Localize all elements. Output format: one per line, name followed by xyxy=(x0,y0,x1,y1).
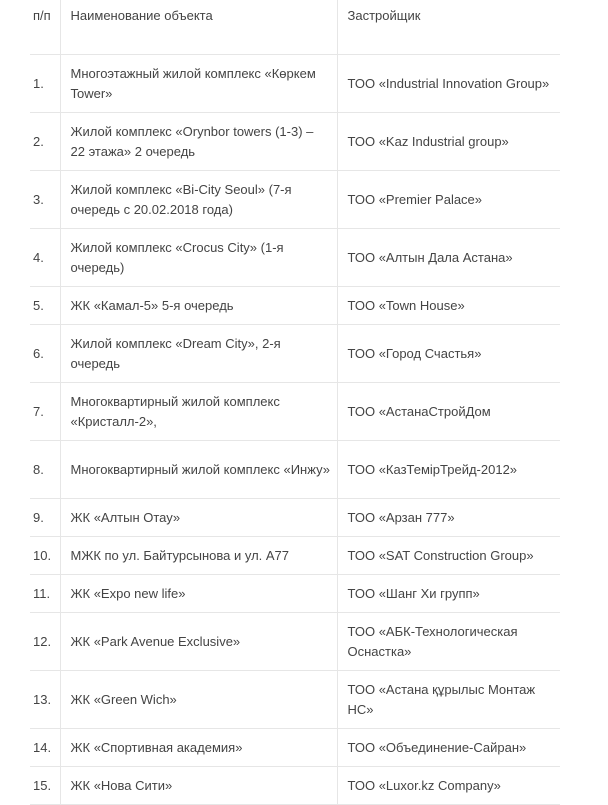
row-developer: ТОО «АстанаСтройДом xyxy=(337,383,560,441)
row-name: Многоквартирный жилой комплекс «Инжу» xyxy=(60,441,337,499)
table-row xyxy=(30,383,560,441)
row-num: 4. xyxy=(30,229,60,287)
row-name: ЖК «Green Wich» xyxy=(60,671,337,729)
row-name: ЖК «Спортивная академия» xyxy=(60,729,337,767)
row-developer: ТОО «КазТемірТрейд-2012» xyxy=(337,441,560,499)
row-num: 2. xyxy=(30,113,60,171)
table-row xyxy=(30,767,560,805)
row-num: 8. xyxy=(30,441,60,499)
row-developer: ТОО «Город Счастья» xyxy=(337,325,560,383)
table-row xyxy=(30,575,560,613)
row-name: Жилой комплекс «Dream City», 2-я очередь xyxy=(60,325,337,383)
row-num: 5. xyxy=(30,287,60,325)
row-developer: ТОО «Town House» xyxy=(337,287,560,325)
row-name: ЖК «Алтын Отау» xyxy=(60,499,337,537)
row-num: 6. xyxy=(30,325,60,383)
row-developer: ТОО «Объединение-Сайран» xyxy=(337,729,560,767)
row-num: 15. xyxy=(30,767,60,805)
row-name: ЖК «Камал-5» 5-я очередь xyxy=(60,287,337,325)
row-developer: ТОО «Premier Palace» xyxy=(337,171,560,229)
table-row xyxy=(30,671,560,729)
row-developer: ТОО «Шанг Хи групп» xyxy=(337,575,560,613)
row-name: Жилой комплекс «Crocus City» (1-я очередь) xyxy=(60,229,337,287)
header-developer: Застройщик xyxy=(337,0,560,55)
row-name: Жилой комплекс «Orynbor towers (1-3) – 22 этажа» 2 очередь xyxy=(60,113,337,171)
row-num: 12. xyxy=(30,613,60,671)
row-name: Многоквартирный жилой комплекс «Кристалл-2», xyxy=(60,383,337,441)
row-developer: ТОО «Luxor.kz Company» xyxy=(337,767,560,805)
row-developer: ТОО «Астана құрылыс Монтаж НС» xyxy=(337,671,560,729)
row-num: 14. xyxy=(30,729,60,767)
row-name: Многоэтажный жилой комплекс «Көркем Tower» xyxy=(60,55,337,113)
row-developer: ТОО «Industrial Innovation Group» xyxy=(337,55,560,113)
row-num: 1. xyxy=(30,55,60,113)
row-name: ЖК «Expo new life» xyxy=(60,575,337,613)
table-row xyxy=(30,113,560,171)
table-header-row xyxy=(30,0,560,55)
objects-table xyxy=(30,0,560,805)
row-num: 3. xyxy=(30,171,60,229)
row-num: 11. xyxy=(30,575,60,613)
row-num: 7. xyxy=(30,383,60,441)
table-row xyxy=(30,499,560,537)
table-row xyxy=(30,287,560,325)
header-num: п/п xyxy=(30,0,60,55)
row-developer: ТОО «SAT Construction Group» xyxy=(337,537,560,575)
row-name: МЖК по ул. Байтурсынова и ул. А77 xyxy=(60,537,337,575)
table-row xyxy=(30,229,560,287)
table-row xyxy=(30,441,560,499)
row-developer: ТОО «Арзан 777» xyxy=(337,499,560,537)
row-developer: ТОО «Kaz Industrial group» xyxy=(337,113,560,171)
table-row xyxy=(30,55,560,113)
row-name: Жилой комплекс «Bi-City Seoul» (7-я очередь с 20.02.2018 года) xyxy=(60,171,337,229)
row-num: 10. xyxy=(30,537,60,575)
table-row xyxy=(30,729,560,767)
row-name: ЖК «Park Avenue Exclusive» xyxy=(60,613,337,671)
table-row xyxy=(30,537,560,575)
header-name: Наименование объекта xyxy=(60,0,337,55)
row-name: ЖК «Нова Сити» xyxy=(60,767,337,805)
table-row xyxy=(30,171,560,229)
row-num: 13. xyxy=(30,671,60,729)
row-developer: ТОО «АБК-Технологическая Оснастка» xyxy=(337,613,560,671)
row-num: 9. xyxy=(30,499,60,537)
table-row xyxy=(30,613,560,671)
table-row xyxy=(30,325,560,383)
row-developer: ТОО «Алтын Дала Астана» xyxy=(337,229,560,287)
